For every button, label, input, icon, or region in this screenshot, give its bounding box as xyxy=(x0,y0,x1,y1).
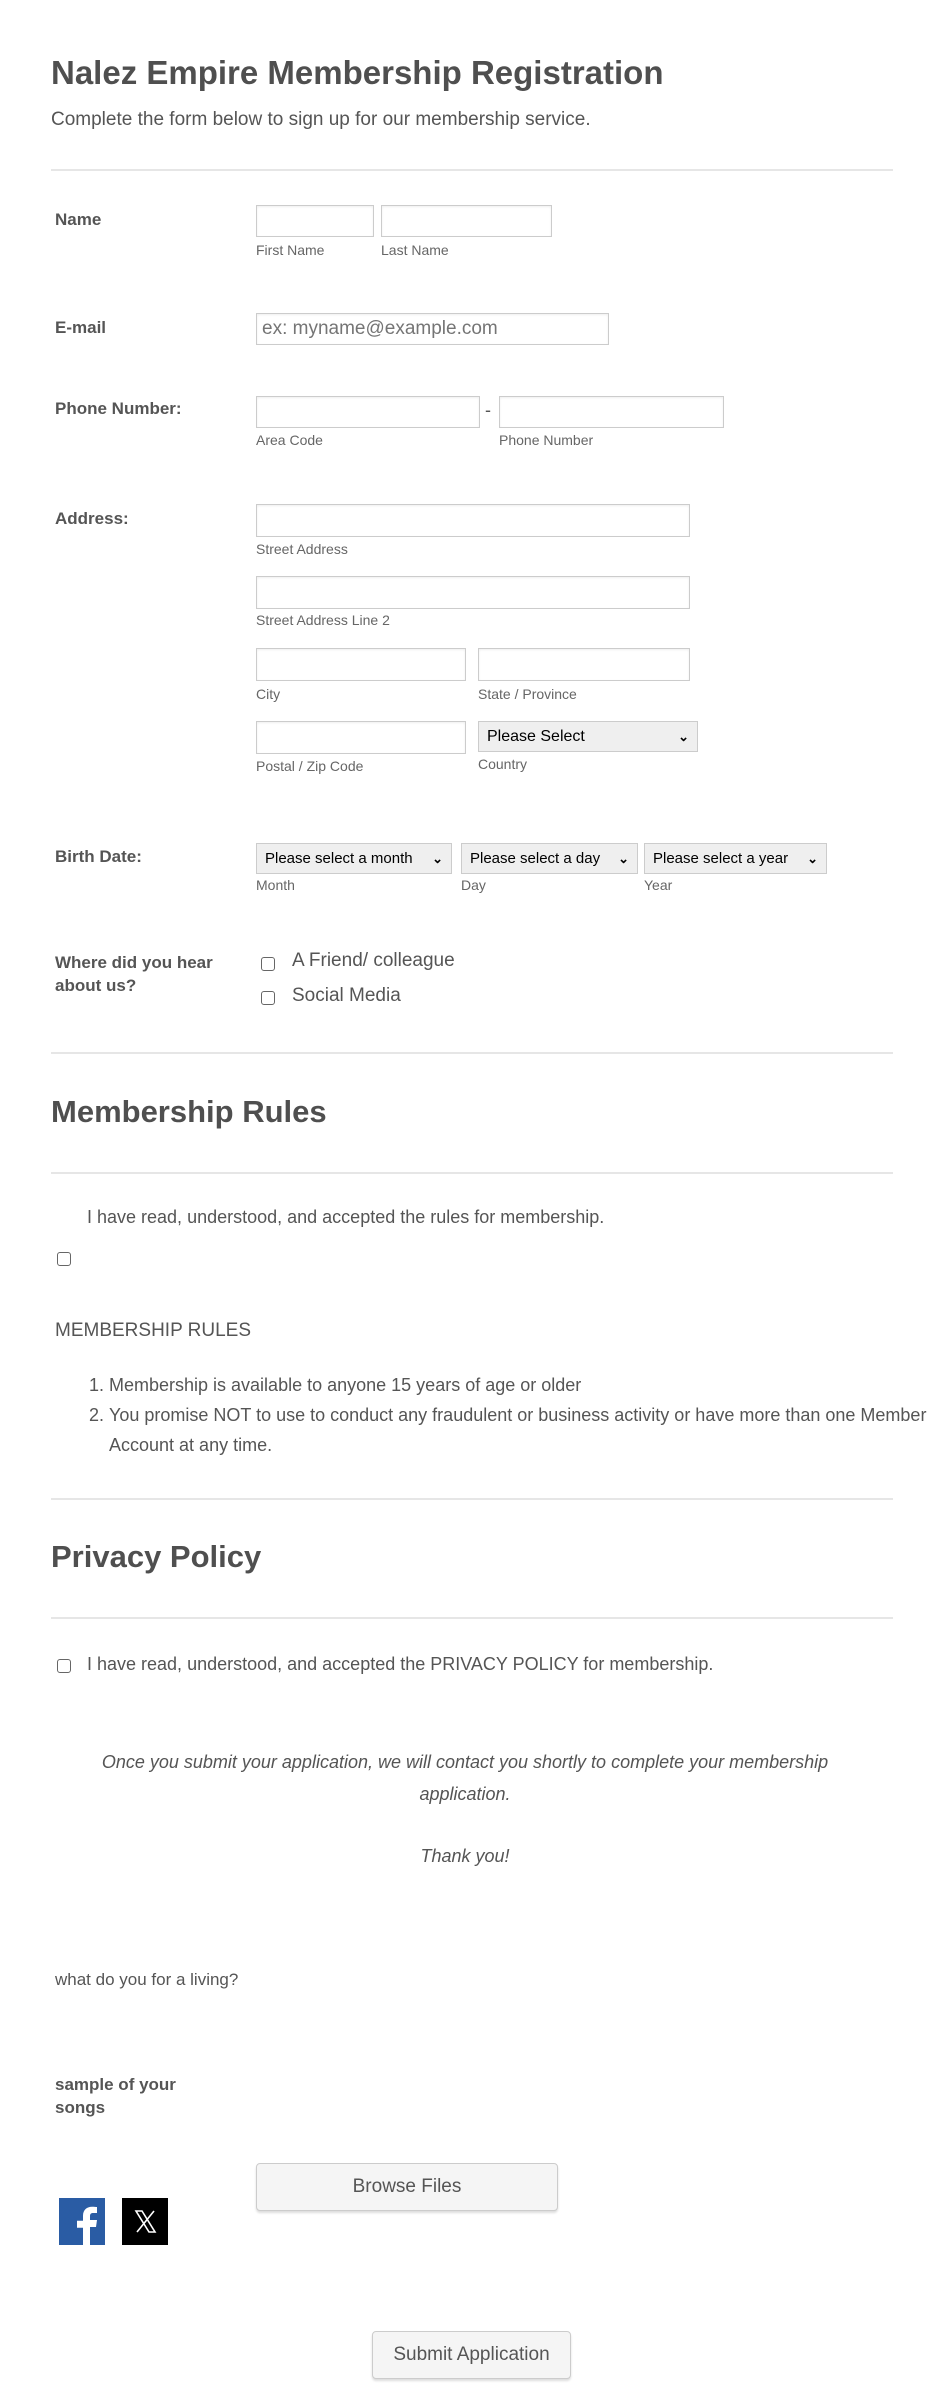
last-name-sublabel: Last Name xyxy=(381,242,449,258)
area-code-sublabel: Area Code xyxy=(256,432,323,448)
postal-code-input[interactable] xyxy=(256,721,466,754)
street-address-input[interactable] xyxy=(256,504,690,537)
first-name-sublabel: First Name xyxy=(256,242,325,258)
page-title: Nalez Empire Membership Registration xyxy=(51,54,664,91)
divider xyxy=(51,1172,893,1174)
hear-option-social-label[interactable]: Social Media xyxy=(292,985,401,1006)
city-input[interactable] xyxy=(256,648,466,681)
phone-number-input[interactable] xyxy=(499,396,724,428)
hear-label-line2: about us? xyxy=(55,976,137,995)
rules-list-item: 2. You promise NOT to use to conduct any fraudulent or business activity or have more than one Member Account at any time. xyxy=(109,1400,929,1460)
postal-code-sublabel: Postal / Zip Code xyxy=(256,758,364,774)
phone-label: Phone Number: xyxy=(55,399,182,418)
chevron-down-icon: ⌄ xyxy=(432,850,443,866)
chevron-down-icon: ⌄ xyxy=(618,850,629,866)
divider xyxy=(51,169,893,171)
birth-year-select[interactable] xyxy=(644,843,827,874)
songs-label-line1: sample of your xyxy=(55,2075,176,2094)
rules-list-item: 1. Membership is available to anyone 15 years of age or older xyxy=(109,1370,929,1400)
chevron-down-icon: ⌄ xyxy=(678,728,689,744)
page-subtitle: Complete the form below to sign up for our membership service. xyxy=(51,109,591,130)
membership-rules-heading: Membership Rules xyxy=(51,1094,327,1129)
hear-option-friend-label[interactable]: A Friend/ colleague xyxy=(292,950,455,971)
city-sublabel: City xyxy=(256,686,281,702)
hear-option-social-checkbox[interactable] xyxy=(261,991,275,1005)
state-input[interactable] xyxy=(478,648,690,681)
street-address-line2-sublabel: Street Address Line 2 xyxy=(256,612,390,628)
rules-subheading: MEMBERSHIP RULES xyxy=(55,1320,252,1341)
privacy-note: Once you submit your application, we will contact you shortly to complete your membership application. xyxy=(101,1752,829,1804)
street-address-line2-input[interactable] xyxy=(256,576,690,609)
email-label: E-mail xyxy=(55,318,107,337)
street-address-sublabel: Street Address xyxy=(256,541,348,557)
address-label: Address: xyxy=(55,509,129,528)
year-sublabel: Year xyxy=(644,877,673,893)
country-selected: Please Select xyxy=(487,727,585,745)
birth-month-selected: Please select a month xyxy=(265,850,413,867)
area-code-input[interactable] xyxy=(256,396,480,428)
privacy-policy-heading: Privacy Policy xyxy=(51,1539,262,1574)
rules-list xyxy=(55,1370,929,1460)
birth-month-select[interactable] xyxy=(256,843,452,874)
phone-number-sublabel: Phone Number xyxy=(499,432,594,448)
birth-day-select[interactable] xyxy=(461,843,638,874)
living-label: what do you for a living? xyxy=(55,1970,239,1989)
day-sublabel: Day xyxy=(461,877,486,893)
birth-year-selected: Please select a year xyxy=(653,850,789,867)
hear-option-friend-checkbox[interactable] xyxy=(261,957,275,971)
privacy-accept-label[interactable]: I have read, understood, and accepted the PRIVACY POLICY for membership. xyxy=(87,1654,714,1674)
month-sublabel: Month xyxy=(256,877,295,893)
rules-accept-label[interactable]: I have read, understood, and accepted the rules for membership. xyxy=(87,1207,605,1227)
email-input[interactable] xyxy=(256,313,609,345)
songs-label-line2: songs xyxy=(55,2098,106,2117)
phone-separator: - xyxy=(485,400,491,420)
submit-application-button[interactable]: Submit Application xyxy=(372,2331,571,2379)
facebook-icon[interactable] xyxy=(59,2198,105,2245)
first-name-input[interactable] xyxy=(256,205,374,237)
country-select[interactable] xyxy=(478,721,698,752)
state-sublabel: State / Province xyxy=(478,686,577,702)
birth-day-selected: Please select a day xyxy=(470,850,601,867)
thank-you-text: Thank you! xyxy=(420,1846,510,1866)
x-twitter-icon[interactable] xyxy=(122,2198,168,2245)
rules-accept-checkbox[interactable] xyxy=(57,1252,71,1266)
chevron-down-icon: ⌄ xyxy=(807,850,818,866)
last-name-input[interactable] xyxy=(381,205,552,237)
divider xyxy=(51,1498,893,1500)
name-label: Name xyxy=(55,210,102,229)
birth-date-label: Birth Date: xyxy=(55,847,142,866)
hear-label-line1: Where did you hear xyxy=(55,953,213,972)
country-sublabel: Country xyxy=(478,756,528,772)
divider xyxy=(51,1052,893,1054)
divider xyxy=(51,1617,893,1619)
browse-files-button[interactable]: Browse Files xyxy=(256,2163,558,2211)
privacy-accept-checkbox[interactable] xyxy=(57,1659,71,1673)
